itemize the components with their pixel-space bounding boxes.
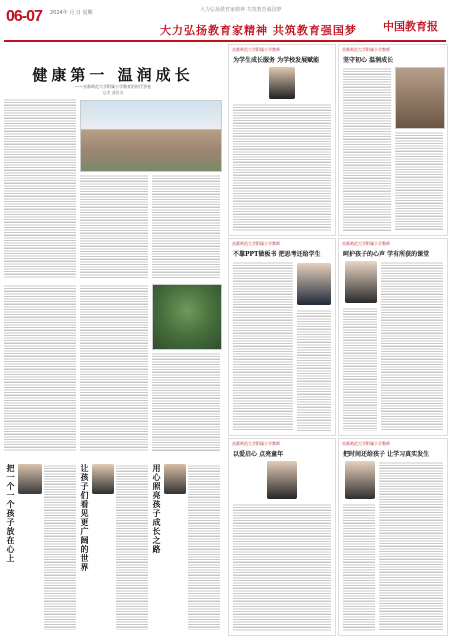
card-text [381,261,443,431]
page-header [0,0,450,42]
card-text [395,131,443,231]
teacher-portrait [269,67,295,99]
feature-byline: 记者 通讯员 [102,90,124,95]
card-title: 不靠PPT做板书 把思考还给学生 [233,251,321,258]
teacher-portrait [164,464,186,494]
campus-photo [80,100,222,172]
page-numbers: 06-07 [6,8,42,25]
card-text [379,461,443,631]
teacher-portrait [18,464,42,494]
newspaper-logo: 中国教育报 [383,20,438,33]
card-text [233,103,331,231]
card-tag: 首都师范大学附属小学教师 [232,441,280,446]
header-slogan: 大力弘扬教育家精神 共筑教育强国梦 [200,7,282,13]
profile-text [116,464,148,630]
card-text [233,503,331,631]
teacher-portrait [345,461,375,499]
card-tag: 首都师范大学附属小学教师 [342,241,390,246]
article-column [80,174,148,278]
profile-card [228,44,336,236]
card-tag: 首都师范大学附属小学教师 [232,47,280,52]
article-column [80,284,148,452]
profile-title: 让孩子们看见更广阔的世界 [80,464,90,572]
tree-photo [152,284,222,350]
card-text [343,307,377,431]
card-title: 为学生成长服务 为学校发展赋能 [233,57,320,64]
card-title: 呵护孩子的心声 学有所获的课堂 [343,251,430,258]
card-text [343,67,391,231]
article-column [4,98,76,278]
card-title: 坚守初心 温润成长 [343,57,394,64]
teacher-portrait [267,461,297,499]
header-rule [4,40,446,42]
profile-title: 把一个一个孩子放在心上 [6,464,16,563]
card-tag: 首都师范大学附属小学教师 [342,47,390,52]
profile-card [338,438,448,636]
feature-title: 健康第一 温润成长 [32,66,194,84]
feature-article [4,44,222,634]
card-title: 把时间还给孩子 让学习真实发生 [343,451,430,458]
article-column [152,352,220,452]
profile-card [338,44,448,236]
article-column [152,174,220,278]
profile-title: 用心照亮孩子成长之路 [152,464,162,554]
card-tag: 首都师范大学附属小学教师 [232,241,280,246]
issue-date: 2024年 月 日 星期 [50,10,93,16]
profile-card [338,238,448,436]
article-column [4,284,76,452]
profile-card [228,438,336,636]
feature-subtitle: ——首都师范大学附属小学教育的时代答卷 [75,84,151,89]
profile-card [228,238,336,436]
profile-text [188,464,220,630]
card-text [233,261,293,431]
class-photo [395,67,445,129]
main-headline: 大力弘扬教育家精神 共筑教育强国梦 [160,24,357,37]
card-text [343,503,375,631]
card-text [297,309,331,431]
card-title: 以爱启心 点亮童年 [233,451,284,458]
card-tag: 首都师范大学附属小学教师 [342,441,390,446]
teacher-portrait [297,263,331,305]
teacher-portrait [92,464,114,494]
profile-text [44,464,76,630]
teacher-portrait [345,261,377,303]
